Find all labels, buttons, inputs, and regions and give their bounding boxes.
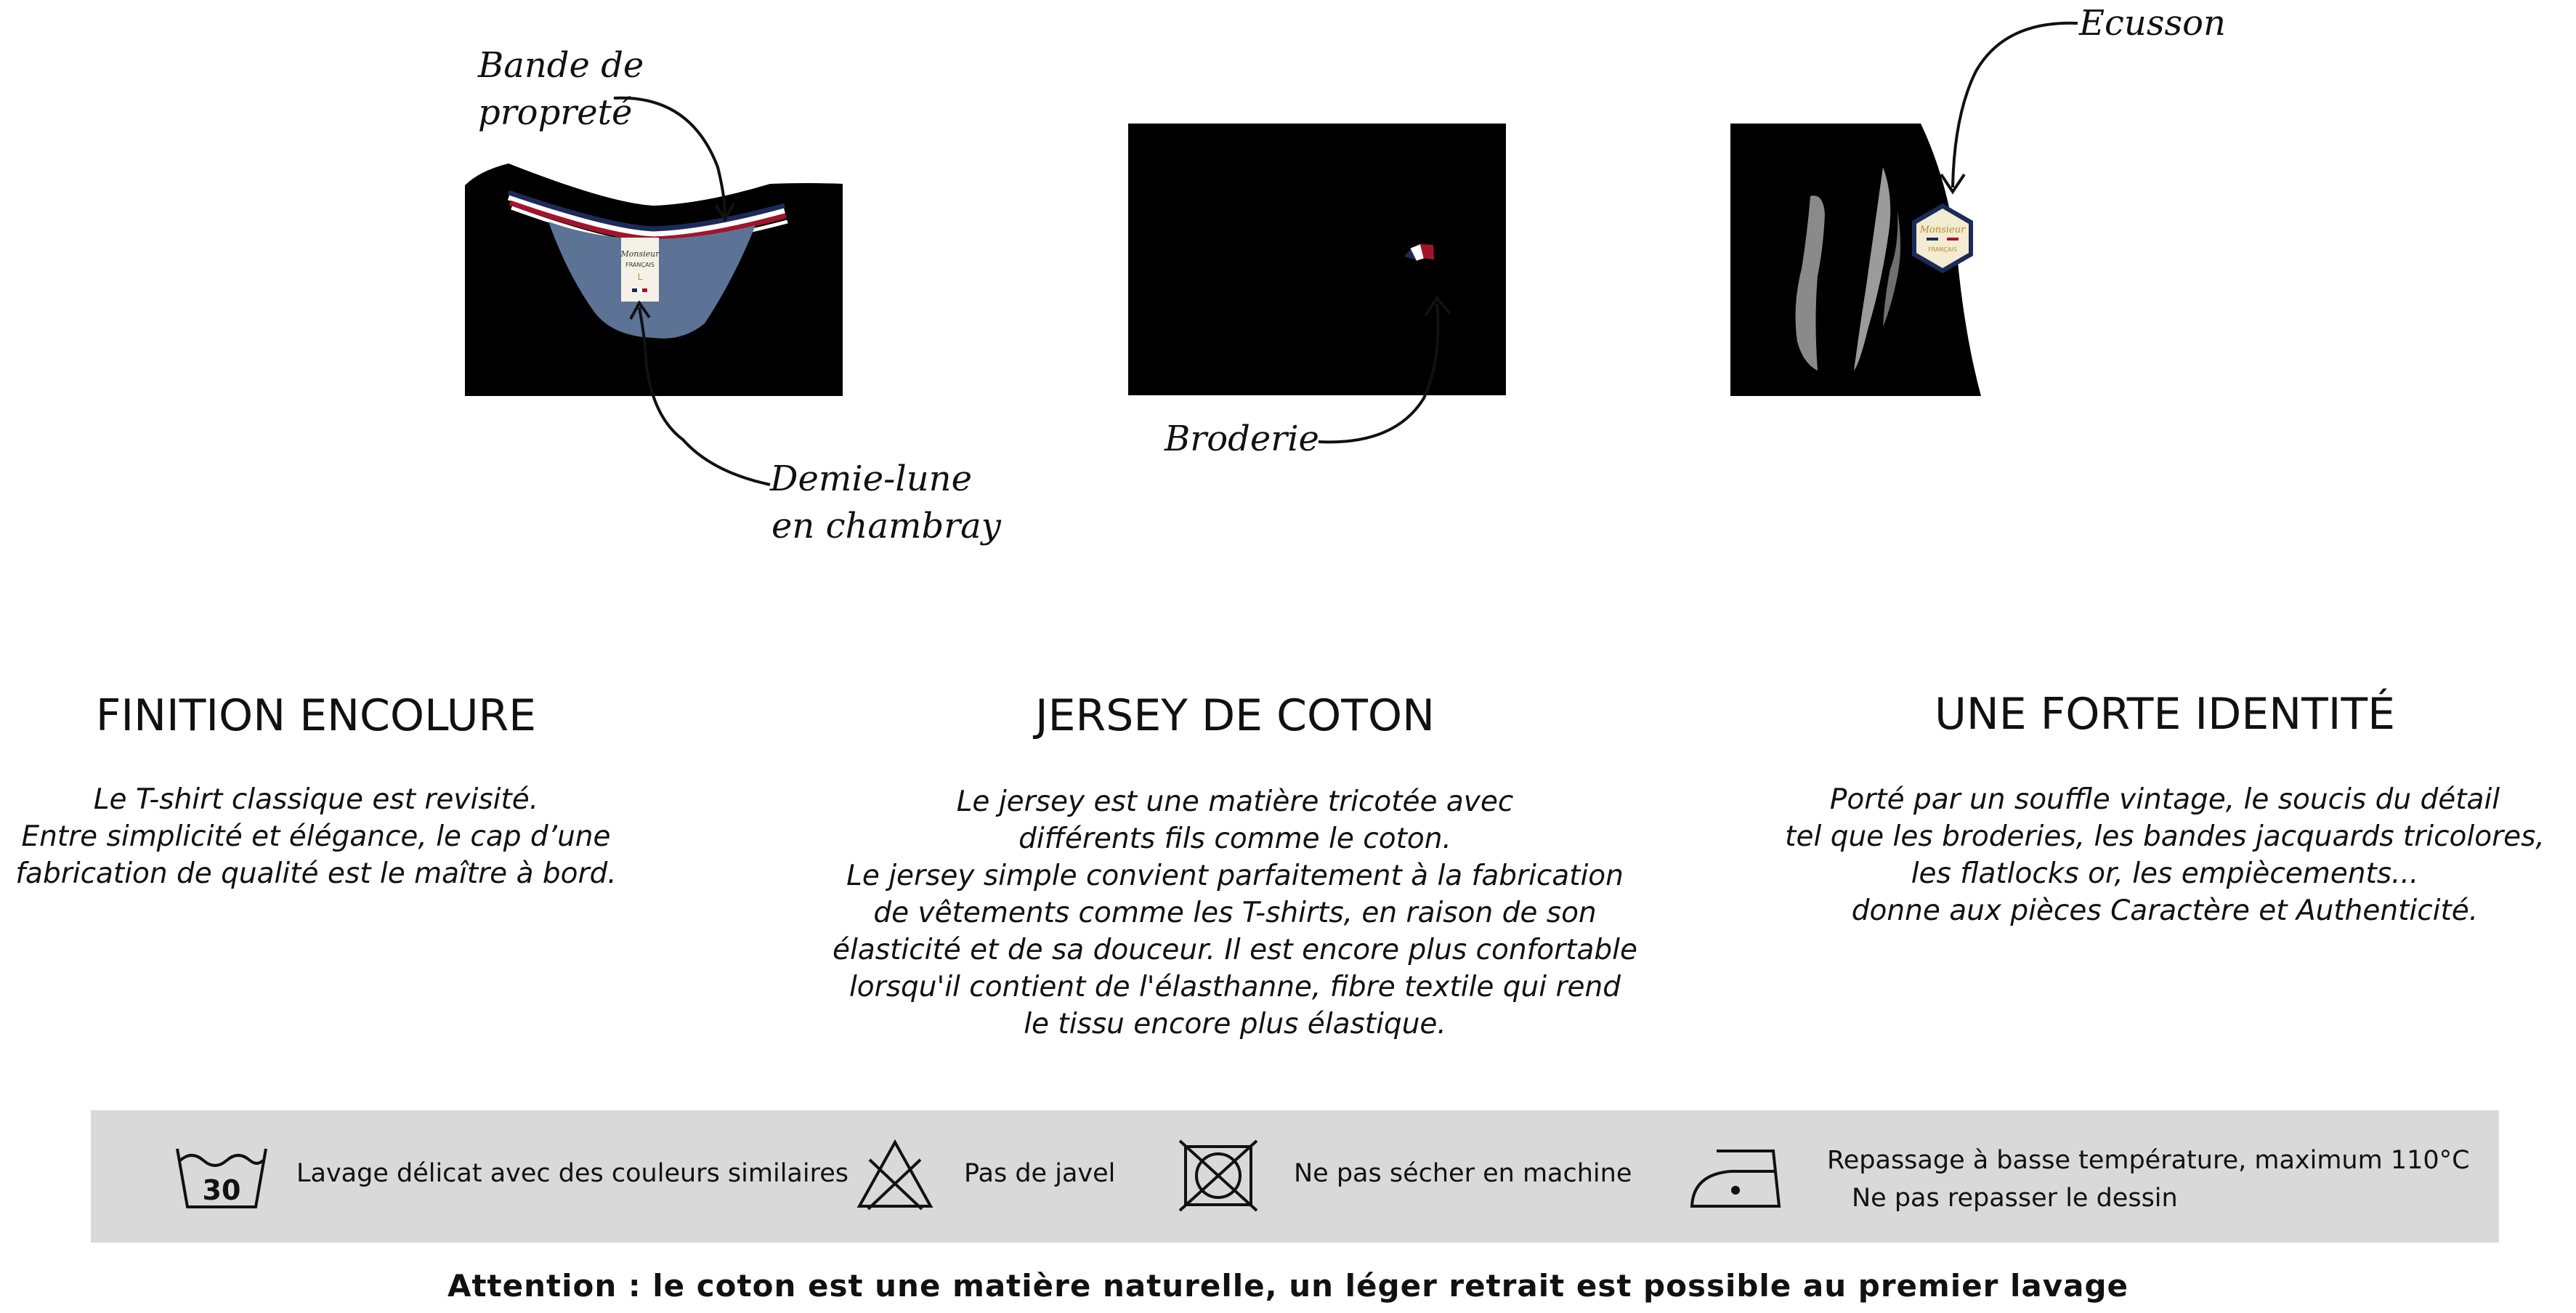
finition-line: Entre simplicité et élégance, le cap d’une [21, 820, 611, 853]
callout-ecusson [2079, 0, 2226, 47]
callout-broderie [1165, 416, 1319, 463]
callout-ecusson-text: Ecusson [2079, 3, 2226, 44]
wash-label: Lavage délicat avec des couleurs similaires [296, 1159, 848, 1188]
identite-line: donne aux pièces Caractère et Authenticité. [1851, 894, 2479, 927]
finition-line: fabrication de qualité est le maître à bord. [15, 857, 617, 890]
tag-subbrand: FRANÇAIS [625, 262, 655, 268]
section-title-identite: UNE FORTE IDENTITÉ [1934, 689, 2396, 740]
bleach-label: Pas de javel [964, 1159, 1116, 1188]
callout-bande-line2: propreté [478, 92, 633, 133]
section-title-jersey: JERSEY DE COTON [1034, 690, 1435, 741]
jersey-line: de vêtements comme les T-shirts, en raison de son [873, 897, 1597, 929]
tag-size: L [637, 272, 643, 282]
section-body-finition [0, 781, 632, 892]
jersey-line: différents fils comme le coton. [1018, 823, 1451, 855]
jersey-line: Le jersey est une matière tricotée avec [956, 785, 1514, 818]
wash-temp: 30 [202, 1174, 241, 1206]
identite-line: tel que les broderies, les bandes jacquards tricolores, [1785, 820, 2545, 853]
patch-brand: Monsieur [1919, 225, 1966, 235]
jersey-line: lorsqu'il contient de l'élasthanne, fibre textile qui rend [848, 971, 1621, 1003]
callout-bande-line1: Bande de [478, 45, 644, 86]
jersey-line: Le jersey simple convient parfaitement à la fabrication [846, 860, 1624, 892]
arrow-bande [610, 87, 741, 225]
identite-line: Porté par un souffle vintage, le soucis du détail [1829, 783, 2500, 816]
section-title-finition: FINITION ENCOLURE [95, 690, 537, 741]
tag-brand: Monsieur [620, 249, 660, 259]
arrow-demilune [625, 294, 777, 498]
callout-broderie-text: Broderie [1165, 419, 1319, 459]
callout-demie-lune [770, 456, 1001, 550]
section-body-jersey [799, 783, 1671, 1043]
callout-demilune-line1: Demie-lune [770, 458, 972, 499]
finition-line: Le T-shirt classique est revisité. [93, 783, 539, 816]
iron-low-icon [1689, 1145, 1783, 1211]
wash-30-icon [174, 1143, 269, 1210]
identite-line: les flatlocks or, les empiècements... [1911, 857, 2419, 890]
jersey-line: le tissu encore plus élastique. [1024, 1008, 1446, 1041]
flag-embroidery [1403, 242, 1435, 264]
no-tumble-dry-icon [1178, 1139, 1258, 1212]
iron-label-1: Repassage à basse température, maximum 110°C [1827, 1146, 2470, 1175]
arrow-ecusson [1932, 13, 2085, 195]
patch-subbrand: FRANÇAIS [1928, 246, 1957, 253]
callout-demilune-line2: en chambray [771, 505, 1001, 546]
shrink-warning: Attention : le coton est une matière naturelle, un léger retrait est possible au premier lavage [447, 1268, 2129, 1304]
jersey-line: élasticité et de sa douceur. Il est encore plus confortable [833, 934, 1637, 966]
no-bleach-icon [855, 1138, 935, 1211]
arrow-broderie [1315, 289, 1460, 456]
iron-label-2: Ne pas repasser le dessin [1852, 1184, 2178, 1213]
section-body-identite [1758, 781, 2572, 929]
care-instructions-bar [91, 1110, 2499, 1243]
dry-label: Ne pas sécher en machine [1294, 1159, 1632, 1188]
